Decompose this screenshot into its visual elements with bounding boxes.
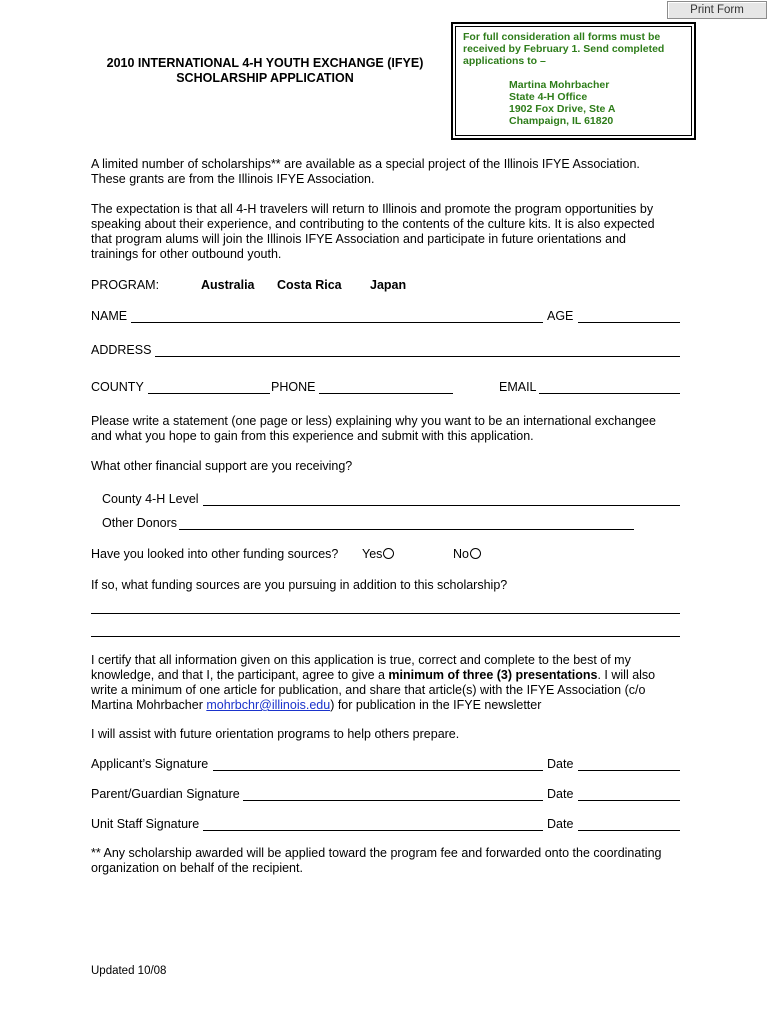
- certify-presentations-emphasis: minimum of three (3) presentations: [388, 668, 598, 682]
- funding-yes-label: Yes: [362, 547, 383, 561]
- notice-address-office: State 4-H Office: [509, 91, 588, 103]
- form-subtitle: SCHOLARSHIP APPLICATION: [176, 71, 354, 85]
- notice-line-3: applications to –: [463, 55, 546, 67]
- certify-line: I certify that all information given on this application is true, correct and complete to the best of my: [91, 653, 631, 667]
- address-field[interactable]: [155, 356, 680, 357]
- other-donors-label: Other Donors: [102, 516, 178, 530]
- address-label: ADDRESS: [91, 343, 152, 357]
- staff-date-field[interactable]: [578, 830, 680, 831]
- certify-text: Martina Mohrbacher: [91, 698, 207, 712]
- intro-paragraph-1: [91, 157, 691, 187]
- parent-signature-label: Parent/Guardian Signature: [91, 787, 240, 801]
- intro-p1-line: A limited number of scholarships** are available as a special project of the Illinois IFYE Association.: [91, 157, 640, 171]
- funding-yes-option[interactable]: [362, 547, 394, 562]
- contact-email-link[interactable]: mohrbchr@illinois.edu: [206, 698, 331, 712]
- applicant-date-field[interactable]: [578, 770, 680, 771]
- footnote-line: organization on behalf of the recipient.: [91, 861, 303, 875]
- statement-line: Please write a statement (one page or less) explaining why you want to be an international exchangee: [91, 414, 656, 428]
- name-field[interactable]: [131, 322, 543, 323]
- financial-support-question: What other financial support are you receiving?: [91, 459, 353, 473]
- certify-text: knowledge, and that I, the participant, agree to give a: [91, 668, 389, 682]
- notice-line-1: For full consideration all forms must be: [463, 31, 661, 43]
- assist-statement: I will assist with future orientation programs to help others prepare.: [91, 727, 460, 741]
- yes-radio-icon[interactable]: [383, 548, 394, 559]
- other-donors-field[interactable]: [179, 529, 634, 530]
- updated-date: Updated 10/08: [91, 965, 167, 977]
- intro-p2-line: that program alums will join the Illinois IFYE Association and participate in future orientations and: [91, 232, 627, 246]
- certify-text: . I will also: [597, 668, 656, 682]
- county-label: COUNTY: [91, 380, 144, 394]
- county-level-label: County 4-H Level: [102, 492, 199, 506]
- funding-followup-question: If so, what funding sources are you pursuing in addition to this scholarship?: [91, 578, 508, 592]
- parent-date-field[interactable]: [578, 800, 680, 801]
- no-radio-icon[interactable]: [470, 548, 481, 559]
- intro-p2-line: speaking about their experience, and contributing to the contents of the culture kits. It is also expected: [91, 217, 655, 231]
- county-level-field[interactable]: [203, 505, 680, 506]
- intro-paragraph-2: [91, 202, 691, 262]
- funding-sources-question: Have you looked into other funding sources?: [91, 547, 339, 561]
- scholarship-footnote: [91, 846, 691, 876]
- staff-signature-label: Unit Staff Signature: [91, 817, 200, 831]
- applicant-signature-label: Applicant’s Signature: [91, 757, 209, 771]
- age-field[interactable]: [578, 322, 680, 323]
- certify-line: [91, 668, 691, 683]
- print-form-button[interactable]: Print Form: [667, 1, 767, 19]
- phone-label: PHONE: [271, 380, 316, 394]
- notice-address-city: Champaign, IL 61820: [509, 115, 614, 127]
- intro-p2-line: The expectation is that all 4-H travelers will return to Illinois and promote the program opportunities by: [91, 202, 654, 216]
- form-title: 2010 INTERNATIONAL 4-H YOUTH EXCHANGE (IFYE): [106, 56, 424, 70]
- statement-instructions: [91, 414, 691, 444]
- notice-address-street: 1902 Fox Drive, Ste A: [509, 103, 616, 115]
- funding-answer-line-1[interactable]: [91, 613, 680, 614]
- program-option-costa-rica[interactable]: Costa Rica: [277, 278, 342, 292]
- applicant-date-label: Date: [547, 757, 574, 771]
- certification-paragraph: [91, 653, 691, 713]
- parent-signature-field[interactable]: [243, 800, 543, 801]
- program-label: PROGRAM:: [91, 278, 160, 292]
- staff-date-label: Date: [547, 817, 574, 831]
- staff-signature-field[interactable]: [203, 830, 543, 831]
- phone-field[interactable]: [319, 393, 453, 394]
- county-field[interactable]: [148, 393, 270, 394]
- age-label: AGE: [547, 309, 574, 323]
- notice-address-name: Martina Mohrbacher: [509, 79, 610, 91]
- intro-p2-line: trainings for other outbound youth.: [91, 247, 282, 261]
- applicant-signature-field[interactable]: [213, 770, 543, 771]
- email-field[interactable]: [539, 393, 680, 394]
- certify-line: [91, 698, 691, 713]
- program-option-australia[interactable]: Australia: [201, 278, 255, 292]
- name-label: NAME: [91, 309, 128, 323]
- parent-date-label: Date: [547, 787, 574, 801]
- funding-no-label: No: [453, 547, 469, 561]
- footnote-line: ** Any scholarship awarded will be applied toward the program fee and forwarded onto the coordinating: [91, 846, 662, 860]
- submission-notice-box: [451, 22, 696, 140]
- certify-line: write a minimum of one article for publication, and share that article(s) with the IFYE Association (c/o: [91, 683, 646, 697]
- funding-answer-line-2[interactable]: [91, 636, 680, 637]
- intro-p1-line: These grants are from the Illinois IFYE Association.: [91, 172, 375, 186]
- funding-no-option[interactable]: [453, 547, 481, 562]
- program-option-japan[interactable]: Japan: [370, 278, 407, 292]
- email-label: EMAIL: [499, 380, 537, 394]
- notice-line-2: received by February 1. Send completed: [463, 43, 665, 55]
- certify-text: ) for publication in the IFYE newsletter: [330, 698, 542, 712]
- statement-line: and what you hope to gain from this experience and submit with this application.: [91, 429, 534, 443]
